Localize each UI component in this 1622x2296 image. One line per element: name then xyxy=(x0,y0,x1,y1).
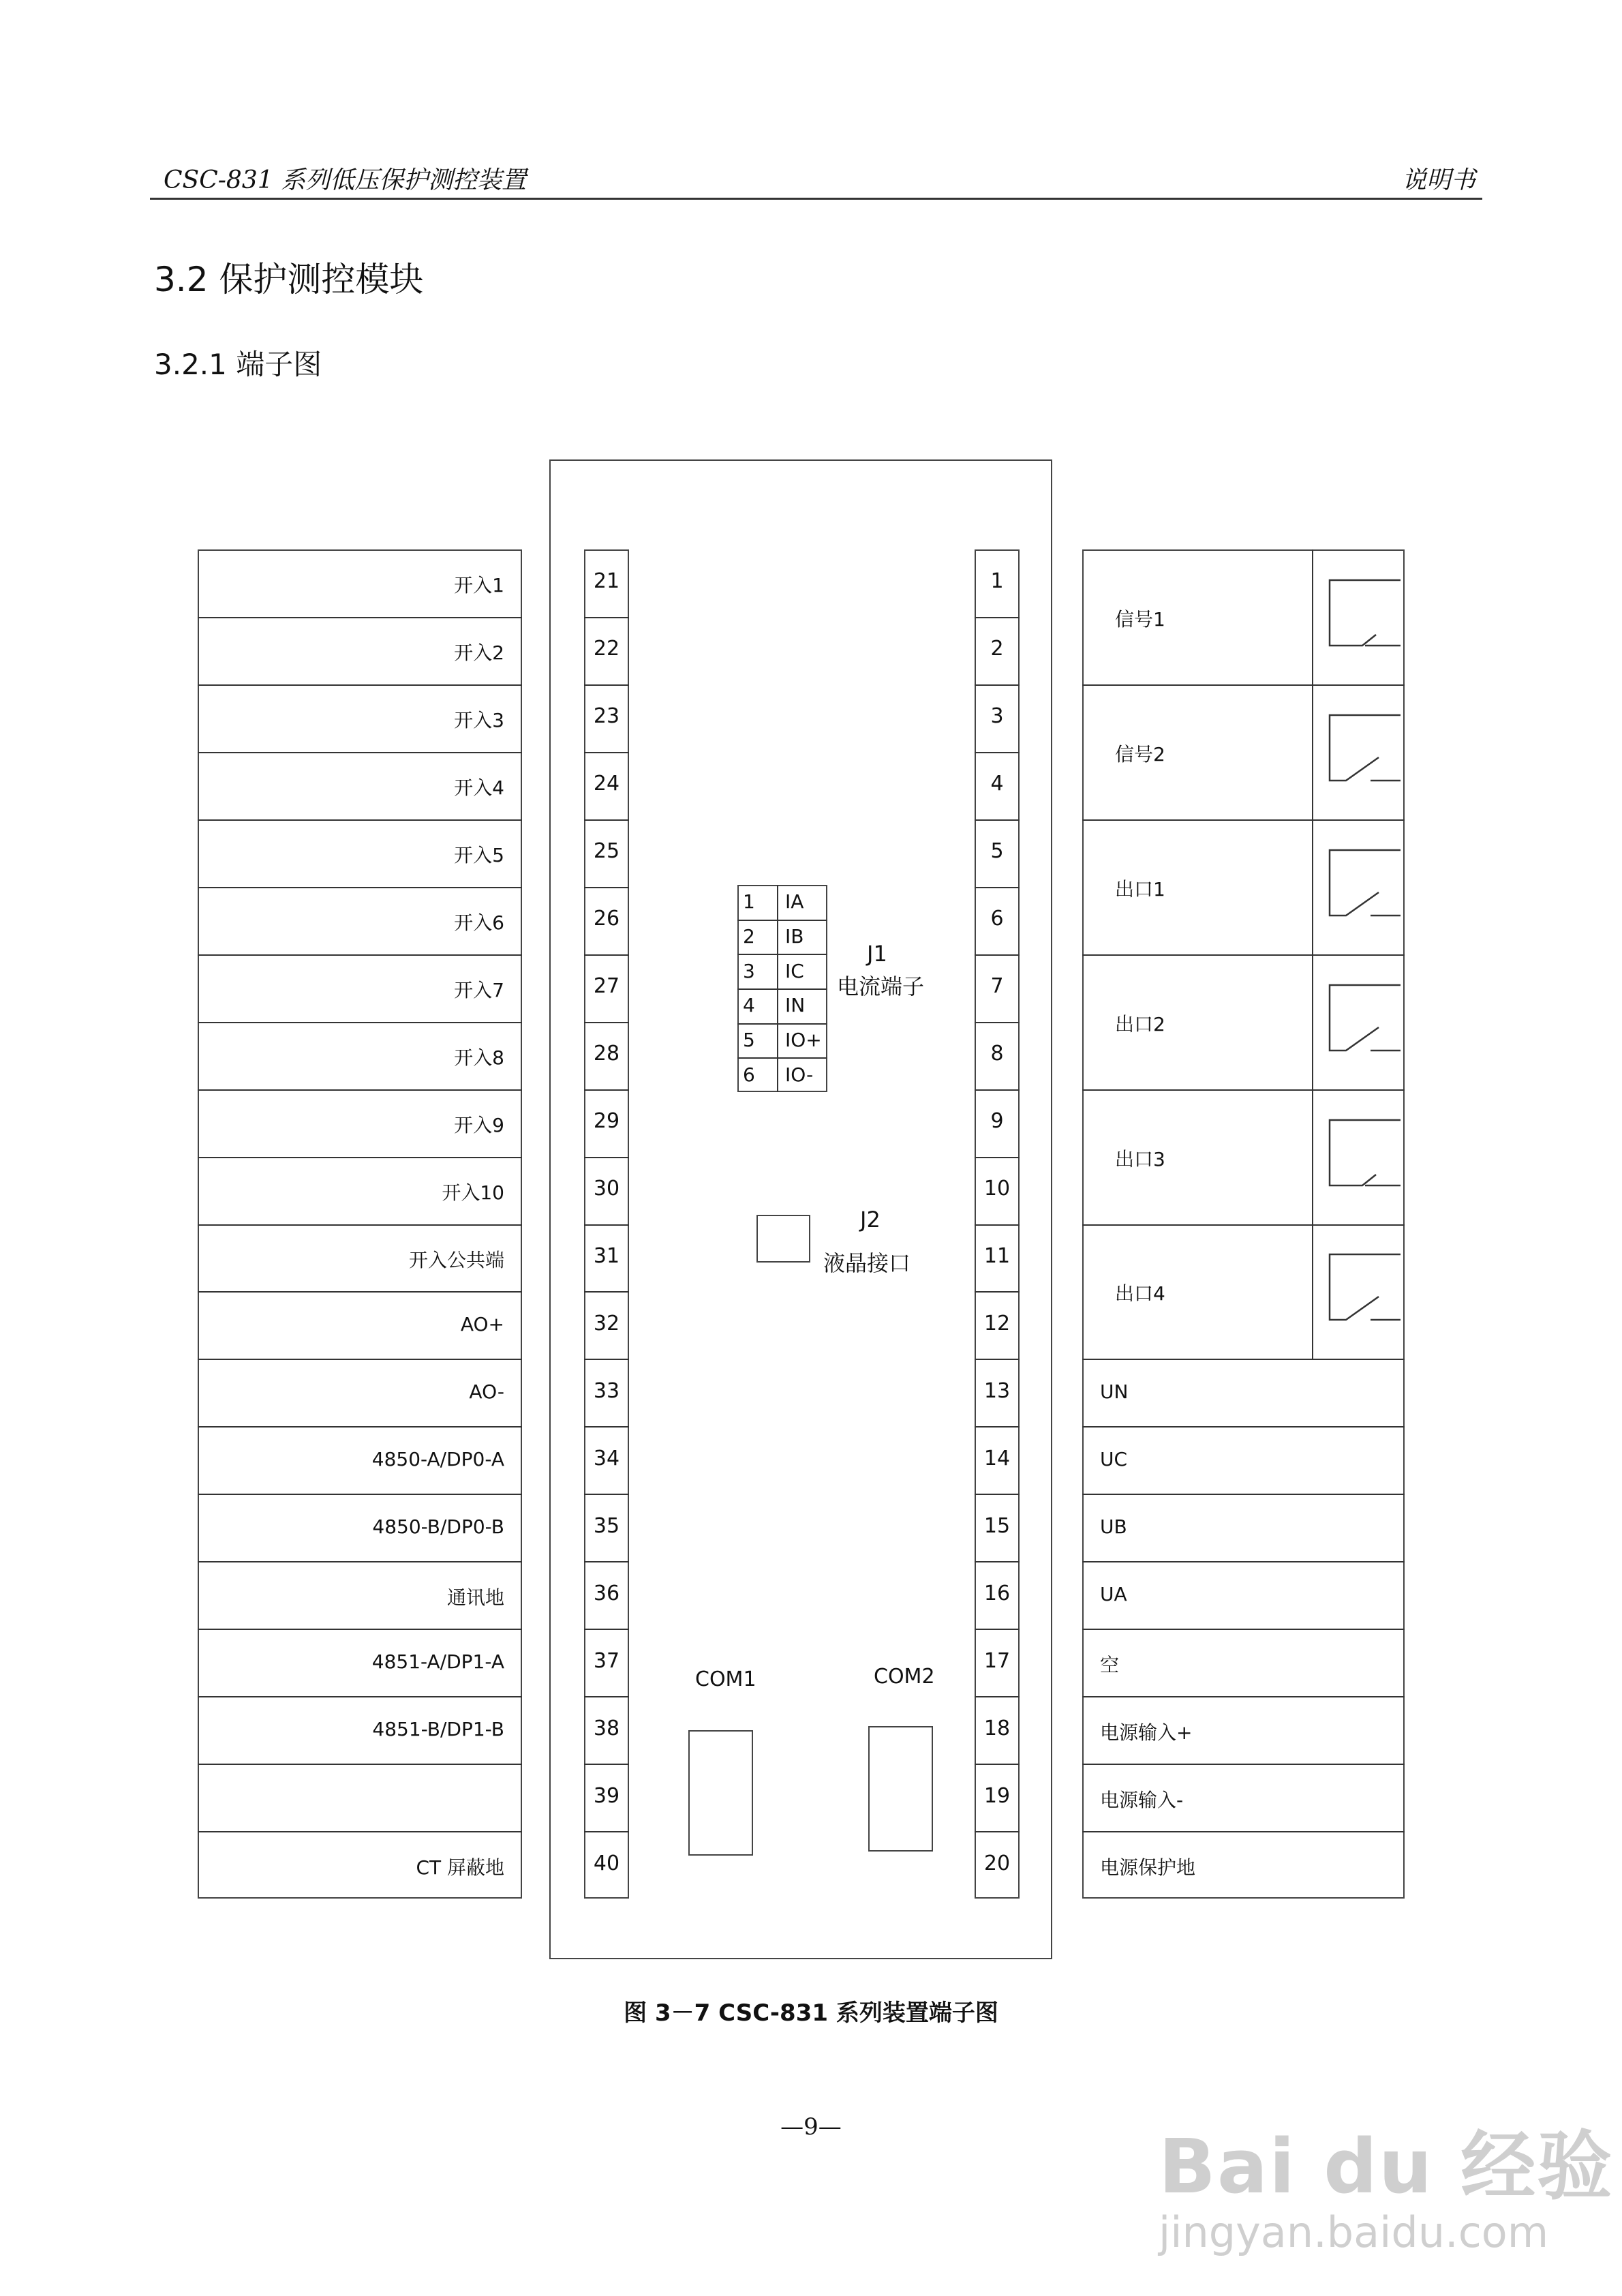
j1-pin-name: IB xyxy=(785,925,804,948)
relay-contact-icon xyxy=(1327,577,1402,659)
left-row-divider xyxy=(198,954,522,956)
left-terminal-number: 33 xyxy=(593,1378,620,1403)
left-terminal-label: 开入7 xyxy=(454,979,504,1002)
relay-group-divider xyxy=(1082,1089,1405,1091)
left-terminal-divider xyxy=(584,887,629,888)
left-row-divider xyxy=(198,1291,522,1293)
page-number: —9— xyxy=(780,2113,842,2141)
j1-pin-name: IA xyxy=(785,890,804,913)
left-terminal-label: 开入1 xyxy=(454,574,504,597)
left-terminal-divider xyxy=(584,1089,629,1091)
left-terminal-divider xyxy=(584,752,629,753)
left-terminal-label: 4851-A/DP1-A xyxy=(371,1650,504,1673)
right-terminal-divider xyxy=(975,617,1020,618)
left-terminal-divider xyxy=(584,1561,629,1562)
com1-label: COM1 xyxy=(695,1667,756,1691)
left-terminal-label: AO- xyxy=(469,1380,504,1403)
left-row-divider xyxy=(198,684,522,686)
left-row-divider xyxy=(198,752,522,753)
j1-column-divider xyxy=(777,885,778,1092)
left-terminal-number: 32 xyxy=(593,1311,620,1335)
left-terminal-divider xyxy=(584,1157,629,1158)
relay-group-divider xyxy=(1082,819,1405,821)
left-terminal-number: 31 xyxy=(593,1243,620,1268)
right-terminal-label: 电源保护地 xyxy=(1100,1856,1196,1879)
section-title: 3.2 保护测控模块 xyxy=(154,260,424,299)
right-terminal-number: 8 xyxy=(990,1042,1004,1066)
j1-row-divider xyxy=(737,954,827,955)
right-terminal-divider xyxy=(975,1764,1020,1765)
left-terminal-number: 21 xyxy=(593,569,620,594)
left-row-divider xyxy=(198,1696,522,1697)
right-terminal-divider xyxy=(975,819,1020,821)
left-terminal-label: CT 屏蔽地 xyxy=(416,1856,504,1879)
left-row-divider xyxy=(198,1831,522,1832)
j1-pin-name: IO- xyxy=(785,1063,814,1086)
relay-label: 出口3 xyxy=(1115,1147,1165,1170)
right-terminal-number: 14 xyxy=(983,1446,1011,1470)
left-terminal-number: 27 xyxy=(593,974,620,999)
right-terminal-divider xyxy=(975,1426,1020,1428)
left-terminal-number: 36 xyxy=(593,1581,620,1605)
left-terminal-number: 37 xyxy=(593,1648,620,1673)
relay-label: 信号2 xyxy=(1115,742,1165,766)
com1-port xyxy=(688,1730,753,1856)
right-terminal-label: UB xyxy=(1100,1515,1127,1538)
left-terminal-divider xyxy=(584,954,629,956)
left-terminal-divider xyxy=(584,1426,629,1428)
right-terminal-number: 11 xyxy=(983,1243,1011,1268)
right-terminal-label: UA xyxy=(1100,1582,1127,1605)
right-terminal-number: 3 xyxy=(990,704,1004,729)
left-terminal-divider xyxy=(584,819,629,821)
left-row-divider xyxy=(198,1561,522,1562)
section-subtitle: 3.2.1 端子图 xyxy=(154,348,322,381)
right-terminal-divider xyxy=(975,684,1020,686)
j1-pin-number: 1 xyxy=(743,890,755,913)
right-terminal-number: 17 xyxy=(983,1648,1011,1673)
j1-title: J1 xyxy=(867,941,887,967)
right-terminal-divider xyxy=(975,1629,1020,1630)
header-right: 说明书 xyxy=(1401,166,1475,194)
left-terminal-label: 开入10 xyxy=(442,1181,504,1205)
left-terminal-label: 开入4 xyxy=(454,776,504,800)
header-left: CSC-831 系列低压保护测控装置 xyxy=(164,166,527,194)
com2-port xyxy=(868,1726,933,1852)
left-row-divider xyxy=(198,1157,522,1158)
right-terminal-number: 1 xyxy=(990,569,1004,594)
left-terminal-number: 26 xyxy=(593,907,620,931)
j1-pin-number: 6 xyxy=(743,1063,755,1086)
right-terminal-number: 16 xyxy=(983,1581,1011,1605)
right-terminal-number: 18 xyxy=(983,1716,1011,1740)
left-row-divider xyxy=(198,887,522,888)
right-terminal-label: 电源输入+ xyxy=(1100,1721,1193,1744)
right-terminal-divider xyxy=(975,1089,1020,1091)
left-row-divider xyxy=(198,1494,522,1495)
relay-contact-icon xyxy=(1327,982,1402,1064)
left-terminal-divider xyxy=(584,617,629,618)
left-row-divider xyxy=(198,1764,522,1765)
right-row-divider xyxy=(1082,1831,1405,1832)
left-terminal-number: 29 xyxy=(593,1109,620,1134)
right-row-divider xyxy=(1082,1696,1405,1697)
j1-row-divider xyxy=(737,1023,827,1025)
left-row-divider xyxy=(198,1359,522,1360)
j2-lcd-port xyxy=(756,1215,810,1263)
j1-pin-name: IN xyxy=(785,994,806,1017)
left-terminal-divider xyxy=(584,684,629,686)
right-terminal-divider xyxy=(975,954,1020,956)
j1-subtitle: 电流端子 xyxy=(837,973,925,999)
left-terminal-label: 4851-B/DP1-B xyxy=(372,1717,504,1740)
j1-row-divider xyxy=(737,1057,827,1059)
relay-label: 信号1 xyxy=(1115,607,1165,631)
right-row-divider xyxy=(1082,1561,1405,1562)
right-terminal-number: 19 xyxy=(983,1783,1011,1808)
right-terminal-divider xyxy=(975,1696,1020,1697)
relay-group-divider xyxy=(1082,1224,1405,1226)
left-terminal-divider xyxy=(584,1629,629,1630)
right-terminal-label: UN xyxy=(1100,1380,1129,1403)
right-terminal-divider xyxy=(975,1224,1020,1226)
left-terminal-number: 24 xyxy=(593,772,620,796)
right-terminal-divider xyxy=(975,752,1020,753)
j1-row-divider xyxy=(737,920,827,921)
j1-pin-number: 4 xyxy=(743,994,755,1017)
left-terminal-label: 4850-A/DP0-A xyxy=(371,1447,504,1470)
left-terminal-number: 25 xyxy=(593,839,620,864)
j2-subtitle: 液晶接口 xyxy=(823,1250,911,1276)
left-terminal-label: 开入3 xyxy=(454,709,504,732)
left-row-divider xyxy=(198,819,522,821)
right-terminal-number: 10 xyxy=(983,1177,1011,1201)
right-terminal-number: 7 xyxy=(990,974,1004,999)
right-row-divider xyxy=(1082,1426,1405,1428)
relay-group-divider xyxy=(1082,684,1405,686)
left-terminal-divider xyxy=(584,1696,629,1697)
j1-pin-number: 5 xyxy=(743,1029,755,1051)
right-terminal-number: 4 xyxy=(990,772,1004,796)
j1-row-divider xyxy=(737,988,827,990)
relay-contact-icon xyxy=(1327,1117,1402,1199)
header-rule xyxy=(150,198,1482,200)
left-terminal-divider xyxy=(584,1494,629,1495)
j1-pin-number: 3 xyxy=(743,959,755,982)
left-row-divider xyxy=(198,1022,522,1023)
relay-contact-icon xyxy=(1327,847,1402,929)
relay-label: 出口4 xyxy=(1115,1282,1165,1305)
left-terminal-divider xyxy=(584,1764,629,1765)
relay-group-divider xyxy=(1082,954,1405,956)
left-terminal-divider xyxy=(584,1359,629,1360)
right-terminal-label: UC xyxy=(1100,1447,1128,1470)
watermark-brand: Bai du 经验 xyxy=(1159,2123,1614,2210)
left-terminal-number: 30 xyxy=(593,1177,620,1201)
left-terminal-divider xyxy=(584,1291,629,1293)
right-terminal-number: 13 xyxy=(983,1378,1011,1403)
right-terminal-divider xyxy=(975,1022,1020,1023)
right-terminal-divider xyxy=(975,1359,1020,1360)
left-terminal-number: 40 xyxy=(593,1851,620,1875)
right-terminal-number: 15 xyxy=(983,1513,1011,1538)
right-terminal-number: 12 xyxy=(983,1311,1011,1335)
relay-contact-icon xyxy=(1327,1252,1402,1333)
right-row-divider xyxy=(1082,1764,1405,1765)
right-terminal-label: 电源输入- xyxy=(1100,1788,1184,1811)
right-row-divider xyxy=(1082,1494,1405,1495)
right-row-divider xyxy=(1082,1629,1405,1630)
right-row-divider xyxy=(1082,1359,1405,1360)
left-terminal-number: 23 xyxy=(593,704,620,729)
left-terminal-label: 通讯地 xyxy=(446,1586,504,1609)
right-terminal-number: 2 xyxy=(990,637,1004,661)
relay-label: 出口2 xyxy=(1115,1012,1165,1036)
left-terminal-number: 28 xyxy=(593,1042,620,1066)
left-row-divider xyxy=(198,617,522,618)
right-terminal-divider xyxy=(975,1561,1020,1562)
left-terminal-label: 开入6 xyxy=(454,911,504,935)
right-terminal-divider xyxy=(975,1494,1020,1495)
right-terminal-divider xyxy=(975,1831,1020,1832)
j1-pin-name: IO+ xyxy=(785,1029,822,1051)
left-terminal-label: 开入2 xyxy=(454,641,504,665)
left-row-divider xyxy=(198,1629,522,1630)
left-terminal-number: 35 xyxy=(593,1513,620,1538)
left-terminal-number: 39 xyxy=(593,1783,620,1808)
j2-title: J2 xyxy=(860,1207,881,1233)
j1-pin-name: IC xyxy=(785,959,804,982)
left-terminal-label: AO+ xyxy=(460,1312,504,1335)
right-terminal-number: 5 xyxy=(990,839,1004,864)
left-terminal-label: 开入5 xyxy=(454,844,504,867)
right-terminal-divider xyxy=(975,1157,1020,1158)
right-terminal-number: 20 xyxy=(983,1851,1011,1875)
right-terminal-divider xyxy=(975,887,1020,888)
left-row-divider xyxy=(198,1426,522,1428)
left-row-divider xyxy=(198,1089,522,1091)
j1-pin-number: 2 xyxy=(743,925,755,948)
left-terminal-divider xyxy=(584,1022,629,1023)
com2-label: COM2 xyxy=(874,1665,935,1689)
relay-contact-icon xyxy=(1327,712,1402,794)
left-terminal-divider xyxy=(584,1224,629,1226)
relay-label: 出口1 xyxy=(1115,877,1165,901)
watermark-url: jingyan.baidu.com xyxy=(1159,2207,1549,2257)
right-terminal-number: 9 xyxy=(990,1109,1004,1134)
left-row-divider xyxy=(198,1224,522,1226)
left-terminal-number: 22 xyxy=(593,637,620,661)
left-terminal-label: 开入公共端 xyxy=(408,1248,504,1271)
left-terminal-number: 34 xyxy=(593,1446,620,1470)
right-terminal-number: 6 xyxy=(990,907,1004,931)
left-terminal-divider xyxy=(584,1831,629,1832)
left-terminal-label: 开入9 xyxy=(454,1114,504,1137)
right-terminal-label: 空 xyxy=(1100,1653,1120,1676)
figure-caption: 图 3－7 CSC-831 系列装置端子图 xyxy=(624,1999,998,2027)
left-terminal-label: 4850-B/DP0-B xyxy=(372,1515,504,1538)
left-terminal-number: 38 xyxy=(593,1716,620,1740)
left-terminal-label: 开入8 xyxy=(454,1046,504,1070)
right-terminal-divider xyxy=(975,1291,1020,1293)
